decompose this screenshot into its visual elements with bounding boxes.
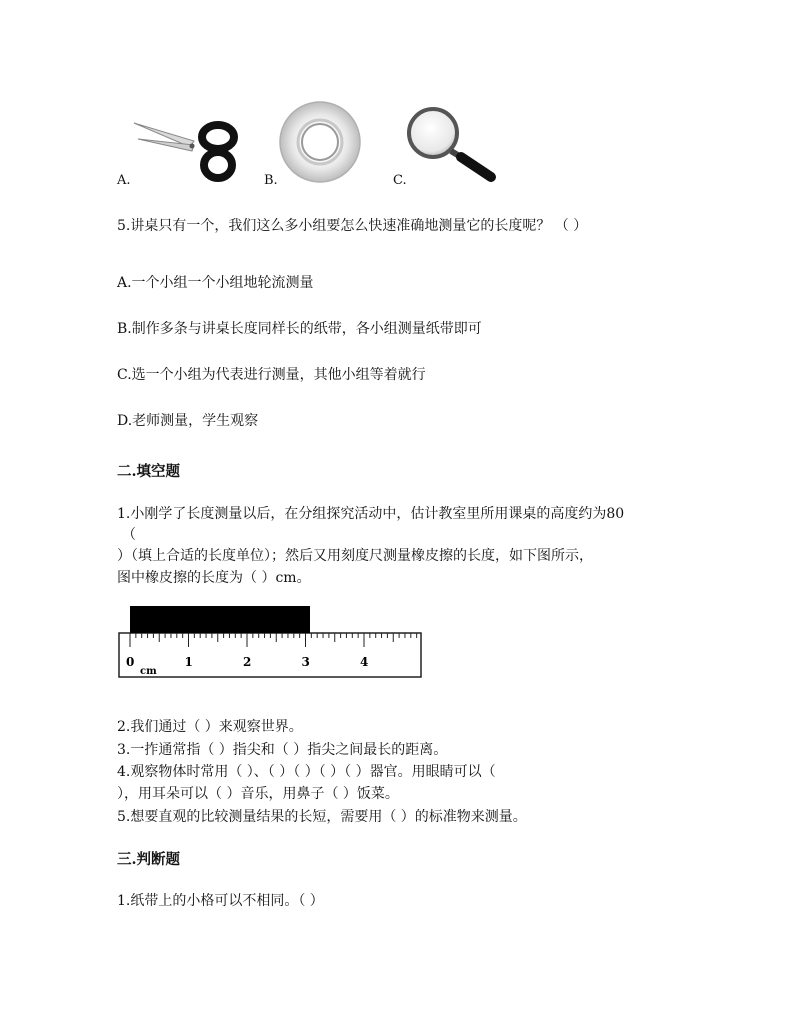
fill-q1-line3: ）（填上合适的长度单位）；然后又用刻度尺测量橡皮擦的长度，如下图所示， bbox=[117, 548, 593, 564]
ruler-body bbox=[119, 633, 421, 677]
fill-q4-line2: ），用耳朵可以（ ）音乐，用鼻子（ ）饭菜。 bbox=[117, 786, 399, 802]
tape-roll-icon bbox=[278, 100, 362, 184]
ruler-tick-label: 0 bbox=[126, 655, 135, 669]
fill-q1-line4: 图中橡皮擦的长度为（ ）cm。 bbox=[117, 570, 311, 586]
question-5-option-d: D.老师测量，学生观察 bbox=[117, 413, 259, 429]
option-a-label: A. bbox=[117, 173, 131, 188]
fill-q1-line1: 1.小刚学了长度测量以后，在分组探究活动中，估计教室里所用课桌的高度约为80 bbox=[117, 506, 625, 522]
option-c-label: C. bbox=[393, 173, 407, 188]
question-5-option-c: C.选一个小组为代表进行测量，其他小组等着就行 bbox=[117, 367, 426, 383]
scissors-icon bbox=[130, 115, 250, 185]
ruler-tick-label: 1 bbox=[184, 655, 193, 669]
section-3-title: 三.判断题 bbox=[117, 851, 181, 868]
ruler-tick-label: 2 bbox=[243, 655, 252, 669]
ruler-unit-label: cm bbox=[140, 666, 157, 677]
fill-q5: 5.想要直观的比较测量结果的长短，需要用（ ）的标准物来测量。 bbox=[117, 809, 527, 825]
judge-q1: 1.纸带上的小格可以不相同。（ ） bbox=[117, 893, 324, 909]
ruler-tick-label: 4 bbox=[360, 655, 369, 669]
section-2-title: 二.填空题 bbox=[117, 463, 181, 480]
magnifying-glass-icon bbox=[405, 105, 505, 185]
ruler-tick-label: 3 bbox=[301, 655, 310, 669]
question-5-option-b: B.制作多条与讲桌长度同样长的纸带，各小组测量纸带即可 bbox=[117, 321, 482, 337]
option-b-label: B. bbox=[264, 173, 278, 188]
question-5-stem: 5.讲桌只有一个，我们这么多小组要怎么快速准确地测量它的长度呢？ （ ） bbox=[117, 218, 588, 234]
eraser bbox=[130, 606, 310, 633]
fill-q1-line2: （ bbox=[122, 527, 136, 543]
ruler-figure bbox=[118, 605, 423, 680]
fill-q4-line1: 4.观察物体时常用（ ）、（ ）（ ）（ ）（ ）器官。用眼睛可以（ bbox=[117, 764, 496, 780]
fill-q3: 3.一拃通常指（ ）指尖和（ ）指尖之间最长的距离。 bbox=[117, 742, 448, 758]
question-5-option-a: A.一个小组一个小组地轮流测量 bbox=[117, 275, 314, 291]
fill-q2: 2.我们通过（ ）来观察世界。 bbox=[117, 719, 303, 735]
